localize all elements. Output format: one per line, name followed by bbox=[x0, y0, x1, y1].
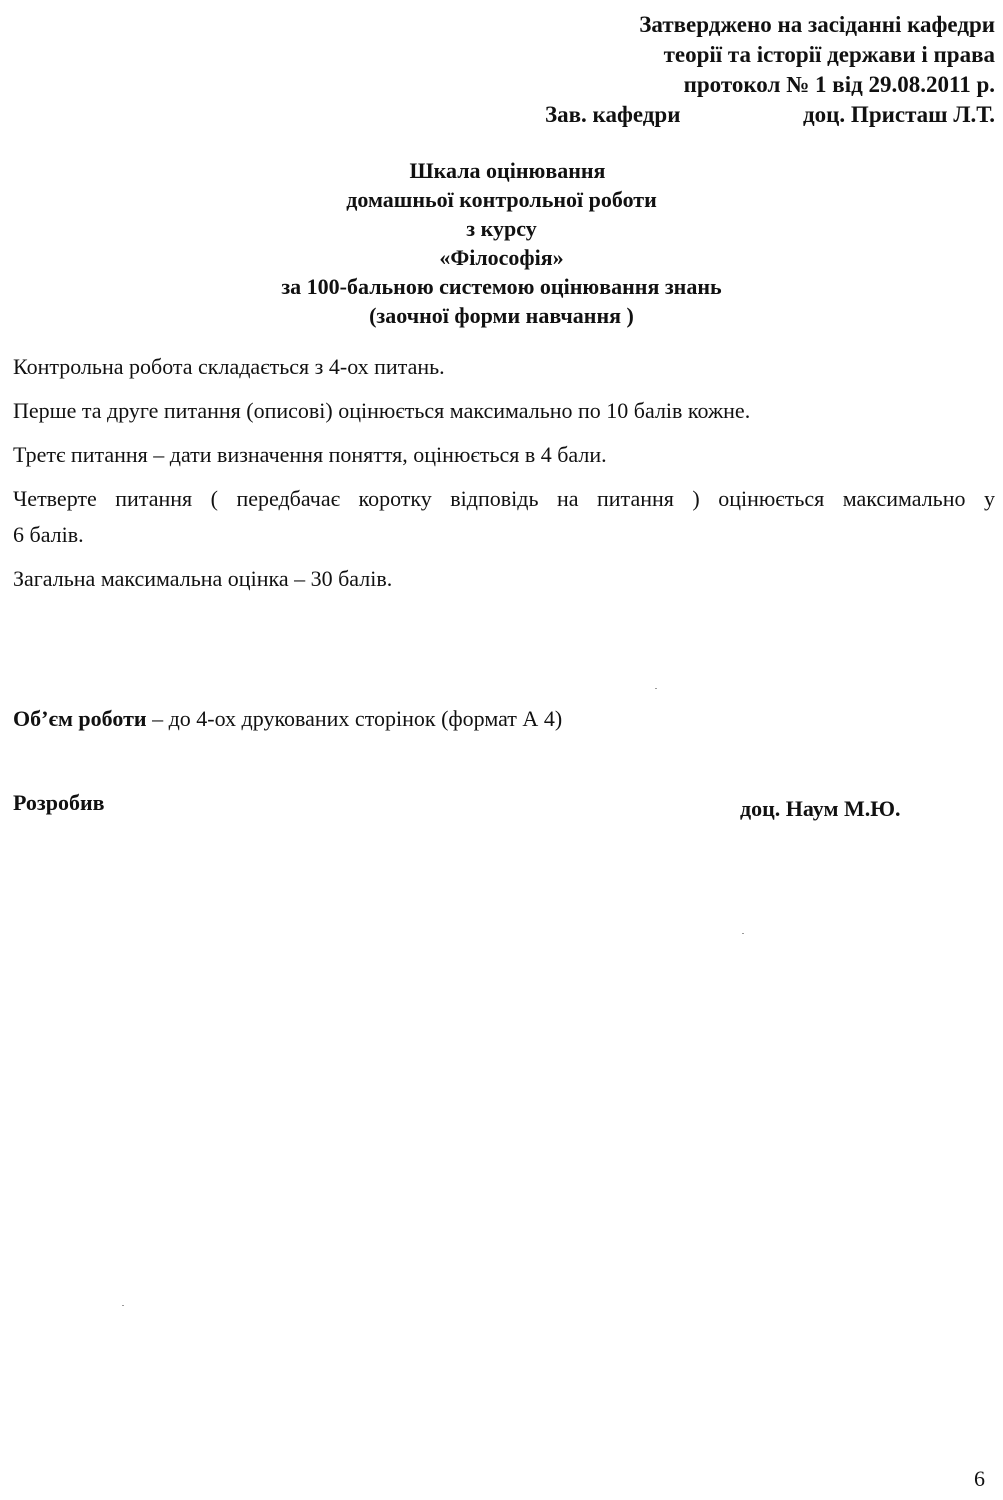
approval-line-2: теорії та історії держави і права bbox=[663, 42, 995, 67]
author-name: доц. Наум М.Ю. bbox=[740, 796, 901, 821]
approval-line-3: протокол № 1 від 29.08.2011 р. bbox=[683, 72, 995, 97]
paragraph-first-second-question: Перше та друге питання (описові) оцінюється максимально по 10 балів кожне. bbox=[13, 398, 751, 423]
title-line-5: за 100-бальною системою оцінювання знань bbox=[281, 274, 722, 299]
document-title bbox=[0, 156, 1003, 330]
title-line-1: Шкала оцінювання bbox=[409, 158, 606, 183]
paragraph-question-count: Контрольна робота складається з 4-ох питань. bbox=[13, 354, 445, 379]
paragraph-fourth-question-line-1: Четверте питання ( передбачає коротку відповідь на питання ) оцінюється максимально у bbox=[13, 486, 995, 511]
scan-speck bbox=[655, 688, 657, 689]
paragraph-fourth-question-line-2: 6 балів. bbox=[13, 522, 84, 547]
department-head-line bbox=[545, 100, 995, 130]
title-line-3: з курсу bbox=[466, 216, 537, 241]
work-volume-label: Об’єм роботи bbox=[13, 706, 147, 731]
title-line-4: «Філософія» bbox=[439, 245, 564, 270]
work-volume bbox=[13, 706, 562, 732]
paragraph-total-score: Загальна максимальна оцінка – 30 балів. bbox=[13, 566, 393, 591]
scan-speck bbox=[122, 1305, 124, 1306]
paragraph-third-question: Третє питання – дати визначення поняття, оцінюється в 4 бали. bbox=[13, 442, 607, 467]
approval-block bbox=[545, 10, 995, 130]
department-head-role: Зав. кафедри bbox=[545, 102, 681, 127]
title-line-2: домашньої контрольної роботи bbox=[346, 187, 657, 212]
document-body bbox=[13, 356, 995, 590]
title-line-6: (заочної форми навчання ) bbox=[369, 303, 634, 328]
scan-speck bbox=[742, 933, 744, 934]
author-role: Розробив bbox=[13, 790, 105, 815]
page-number: 6 bbox=[974, 1466, 985, 1491]
work-volume-text: – до 4-ох друкованих сторінок (формат А 4) bbox=[146, 706, 563, 731]
department-head-name: доц. Присташ Л.Т. bbox=[803, 102, 995, 127]
approval-line-1: Затверджено на засіданні кафедри bbox=[639, 12, 995, 37]
